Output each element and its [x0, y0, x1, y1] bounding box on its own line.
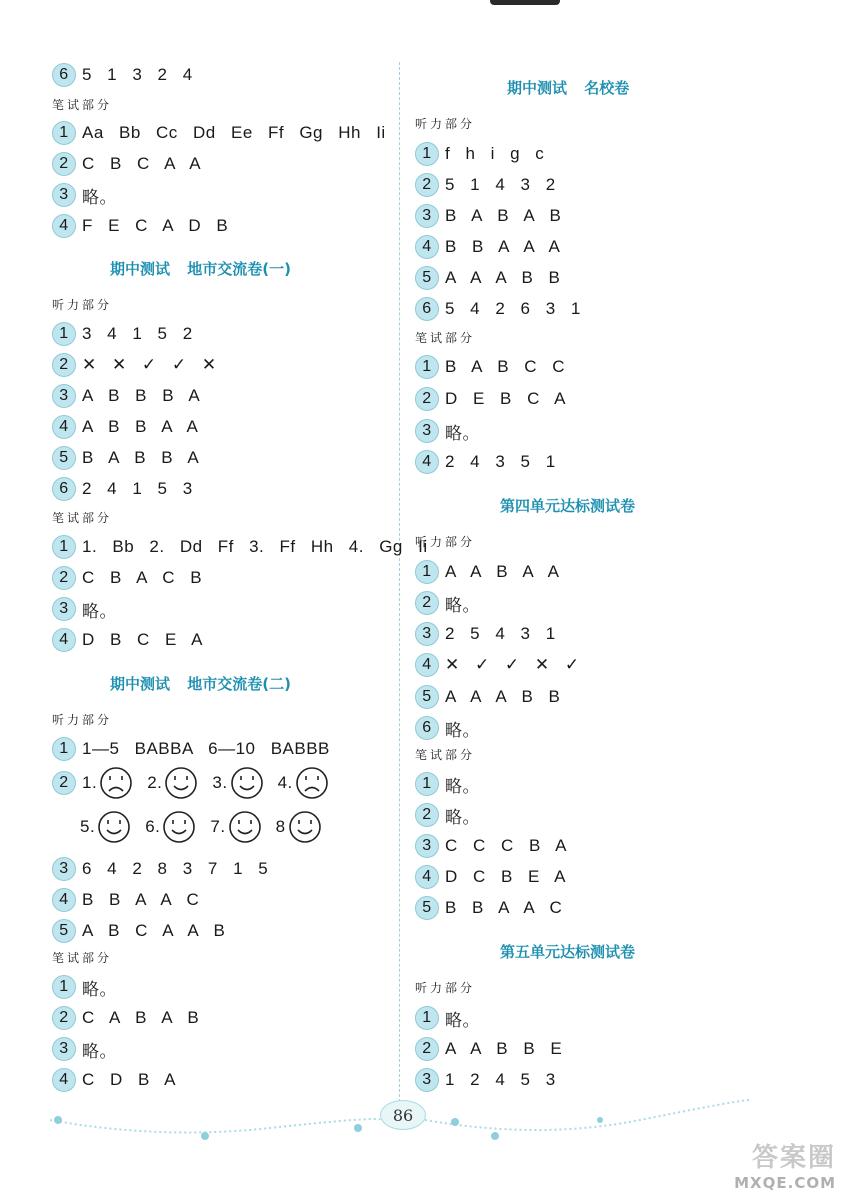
answer-text: f h i g c [445, 144, 545, 163]
answer-row [52, 383, 200, 409]
answer-text: 略。 [82, 187, 117, 207]
question-number-badge: 3 [52, 597, 76, 621]
answer-text: A A A B B [445, 687, 561, 706]
answer-row [52, 213, 228, 239]
answer-text: C B A C B [82, 568, 203, 587]
answer-text: 3 4 1 5 2 [82, 324, 193, 343]
face-answer-label: 8 [275, 817, 286, 836]
question-number-badge: 3 [415, 204, 439, 228]
face-answer-item [82, 766, 133, 800]
answer-text: A A B B E [445, 1039, 563, 1058]
question-number-badge: 4 [415, 450, 439, 474]
answer-text: A A B A A [445, 562, 560, 581]
face-answer-item [210, 810, 261, 844]
question-number-badge: 1 [415, 142, 439, 166]
question-number-badge: 2 [415, 173, 439, 197]
question-number-badge: 2 [52, 152, 76, 176]
question-number-badge: 2 [52, 1006, 76, 1030]
question-number-badge: 2 [415, 1037, 439, 1061]
face-answer-label: 2. [147, 773, 163, 792]
answer-text: 5 1 3 2 4 [82, 65, 193, 84]
face-answer-label: 5. [80, 817, 96, 836]
answer-text: 1 2 4 5 3 [445, 1070, 556, 1089]
answer-row [52, 120, 386, 146]
answer-row [415, 559, 559, 585]
answer-text: 略。 [82, 1041, 117, 1061]
answer-text: 略。 [445, 423, 480, 443]
smiley-face-icon [288, 810, 322, 844]
face-answer-item [147, 766, 198, 800]
section-heading: 期中测试 地市交流卷(二) [110, 675, 291, 693]
answer-text: 2 4 3 5 1 [445, 452, 556, 471]
watermark [734, 1137, 836, 1192]
answer-text: 1. Bb 2. Dd Ff 3. Ff Hh 4. Gg Ii [82, 537, 428, 556]
question-number-badge: 1 [52, 737, 76, 761]
answer-row [415, 802, 480, 828]
answer-row [52, 62, 193, 88]
question-number-badge: 3 [52, 384, 76, 408]
face-answer-label: 7. [210, 817, 226, 836]
answer-text: B B A A C [82, 890, 200, 909]
section-label-written: 笔试部分 [415, 748, 476, 762]
answer-text: B B A A C [445, 898, 563, 917]
face-answer-item [212, 766, 263, 800]
answer-row [52, 918, 225, 944]
answer-row [415, 590, 480, 616]
answer-row [415, 864, 566, 890]
answer-text: C C C B A [445, 836, 567, 855]
answer-text: B A B A B [445, 206, 562, 225]
smiley-face-icon [228, 810, 262, 844]
answer-row [415, 621, 556, 647]
answer-text: 略。 [445, 807, 480, 827]
question-number-badge: 1 [52, 121, 76, 145]
answer-text: C A B A B [82, 1008, 200, 1027]
smiley-face-icon [97, 810, 131, 844]
question-number-badge: 6 [415, 297, 439, 321]
section-label-written: 笔试部分 [52, 511, 113, 525]
answer-text: D B C E A [82, 630, 204, 649]
question-number-badge: 3 [415, 419, 439, 443]
answer-row [415, 418, 480, 444]
face-answer-item [80, 810, 131, 844]
answer-text: A B C A A B [82, 921, 226, 940]
face-answer-label: 6. [145, 817, 161, 836]
section-heading: 期中测试 地市交流卷(一) [110, 260, 291, 278]
section-label-listening: 听力部分 [415, 535, 476, 549]
answer-row [52, 856, 268, 882]
answer-text: 略。 [445, 776, 480, 796]
question-number-badge: 2 [52, 353, 76, 377]
answer-text: 5 1 4 3 2 [445, 175, 556, 194]
question-number-badge: 3 [415, 622, 439, 646]
question-number-badge: 2 [415, 591, 439, 615]
smiley-face-icon [164, 766, 198, 800]
answer-row [415, 449, 556, 475]
answer-text: 略。 [445, 1010, 480, 1030]
section-label-listening: 听力部分 [52, 713, 113, 727]
question-number-badge: 2 [52, 771, 76, 795]
section-label-written: 笔试部分 [52, 98, 113, 112]
section-label-written: 笔试部分 [415, 331, 476, 345]
answer-row [415, 234, 560, 260]
answer-row [415, 1005, 480, 1031]
answer-row [415, 265, 560, 291]
answer-row-faces [80, 814, 336, 840]
face-answer-item [278, 766, 329, 800]
section-label-listening: 听力部分 [52, 298, 113, 312]
face-answer-label: 3. [212, 773, 228, 792]
face-answer-label: 1. [82, 773, 98, 792]
answer-row [415, 684, 560, 710]
answer-row [52, 352, 217, 378]
question-number-badge: 1 [52, 322, 76, 346]
answer-text: A B B B A [82, 386, 201, 405]
question-number-badge: 3 [415, 834, 439, 858]
question-number-badge: 6 [415, 716, 439, 740]
answer-row [52, 151, 201, 177]
answer-row [52, 974, 117, 1000]
question-number-badge: 1 [415, 560, 439, 584]
answer-text: Aa Bb Cc Dd Ee Ff Gg Hh Ii [82, 123, 386, 142]
section-heading: 第四单元达标测试卷 [500, 497, 636, 515]
question-number-badge: 3 [52, 1037, 76, 1061]
answer-row [415, 172, 556, 198]
answer-row-faces [52, 770, 343, 796]
answer-row [415, 833, 567, 859]
answer-row [52, 534, 428, 560]
answer-row [52, 565, 202, 591]
question-number-badge: 4 [415, 865, 439, 889]
question-number-badge: 4 [52, 628, 76, 652]
question-number-badge: 1 [415, 1006, 439, 1030]
section-heading: 第五单元达标测试卷 [500, 943, 636, 961]
question-number-badge: 3 [52, 183, 76, 207]
answer-row [415, 895, 562, 921]
answer-text: B A B C C [445, 357, 566, 376]
answer-text: 2 5 4 3 1 [445, 624, 556, 643]
smiley-face-icon [230, 766, 264, 800]
question-number-badge: 3 [52, 857, 76, 881]
question-number-badge: 1 [415, 772, 439, 796]
face-answer-item [145, 810, 196, 844]
top-edge-mark [490, 0, 560, 5]
question-number-badge: 2 [415, 803, 439, 827]
question-number-badge: 1 [415, 355, 439, 379]
section-label-listening: 听力部分 [415, 981, 476, 995]
answer-text: B A B B A [82, 448, 200, 467]
question-number-badge: 1 [52, 975, 76, 999]
answer-row [415, 652, 580, 678]
answer-text: D C B E A [445, 867, 567, 886]
answer-row [52, 1005, 199, 1031]
smiley-face-icon [162, 810, 196, 844]
answer-text: C D B A [82, 1070, 176, 1089]
answer-text: 6 4 2 8 3 7 1 5 [82, 859, 269, 878]
answer-row [52, 887, 199, 913]
question-number-badge: 2 [415, 387, 439, 411]
answer-text: B B A A A [445, 237, 561, 256]
question-number-badge: 6 [52, 477, 76, 501]
answer-row [415, 296, 581, 322]
answer-text: ✕ ✕ ✓ ✓ ✕ [82, 355, 217, 374]
answer-row [52, 414, 198, 440]
answer-text: A B B A A [82, 417, 199, 436]
answer-text: 5 4 2 6 3 1 [445, 299, 581, 318]
face-list [82, 766, 343, 800]
answer-row [52, 1036, 117, 1062]
page-number: 86 [380, 1100, 426, 1130]
question-number-badge: 5 [52, 919, 76, 943]
sad-face-icon [99, 766, 133, 800]
answer-text: ✕ ✓ ✓ ✕ ✓ [445, 655, 580, 674]
face-answer-item [276, 810, 322, 844]
answer-text: 2 4 1 5 3 [82, 479, 193, 498]
question-number-badge: 4 [415, 653, 439, 677]
answer-text: 略。 [82, 601, 117, 621]
answer-row [52, 476, 193, 502]
answer-text: D E B C A [445, 389, 567, 408]
answer-text: 1—5 BABBA 6—10 BABBB [82, 739, 330, 758]
question-number-badge: 5 [415, 266, 439, 290]
answer-row [52, 736, 330, 762]
answer-text: 略。 [445, 720, 480, 740]
question-number-badge: 5 [52, 446, 76, 470]
question-number-badge: 4 [52, 214, 76, 238]
answer-row [52, 627, 203, 653]
question-number-badge: 1 [52, 535, 76, 559]
answer-row [415, 203, 561, 229]
section-heading: 期中测试 名校卷 [507, 79, 630, 97]
question-number-badge: 6 [52, 63, 76, 87]
face-list [80, 810, 336, 844]
answer-row [415, 354, 565, 380]
answer-row [415, 1036, 562, 1062]
answer-row [415, 386, 566, 412]
question-number-badge: 5 [415, 685, 439, 709]
question-number-badge: 3 [415, 1068, 439, 1092]
sad-face-icon [295, 766, 329, 800]
answer-row [52, 182, 117, 208]
answer-row [415, 771, 480, 797]
section-label-written: 笔试部分 [52, 951, 113, 965]
section-label-listening: 听力部分 [415, 117, 476, 131]
answer-text: 略。 [445, 595, 480, 615]
question-number-badge: 4 [52, 1068, 76, 1092]
watermark-logo: 答案圈 [751, 1143, 836, 1173]
answer-row [415, 715, 480, 741]
answer-row [52, 445, 199, 471]
answer-row [52, 596, 117, 622]
question-number-badge: 4 [52, 888, 76, 912]
answer-text: C B C A A [82, 154, 202, 173]
question-number-badge: 4 [415, 235, 439, 259]
question-number-badge: 2 [52, 566, 76, 590]
question-number-badge: 5 [415, 896, 439, 920]
answer-row [52, 321, 193, 347]
answer-row [415, 141, 544, 167]
answer-text: 略。 [82, 979, 117, 999]
answer-text: F E C A D B [82, 216, 229, 235]
question-number-badge: 4 [52, 415, 76, 439]
column-divider [399, 62, 400, 1102]
watermark-site: MXQE.COM [734, 1174, 836, 1192]
answer-text: A A A B B [445, 268, 561, 287]
face-answer-label: 4. [277, 773, 293, 792]
